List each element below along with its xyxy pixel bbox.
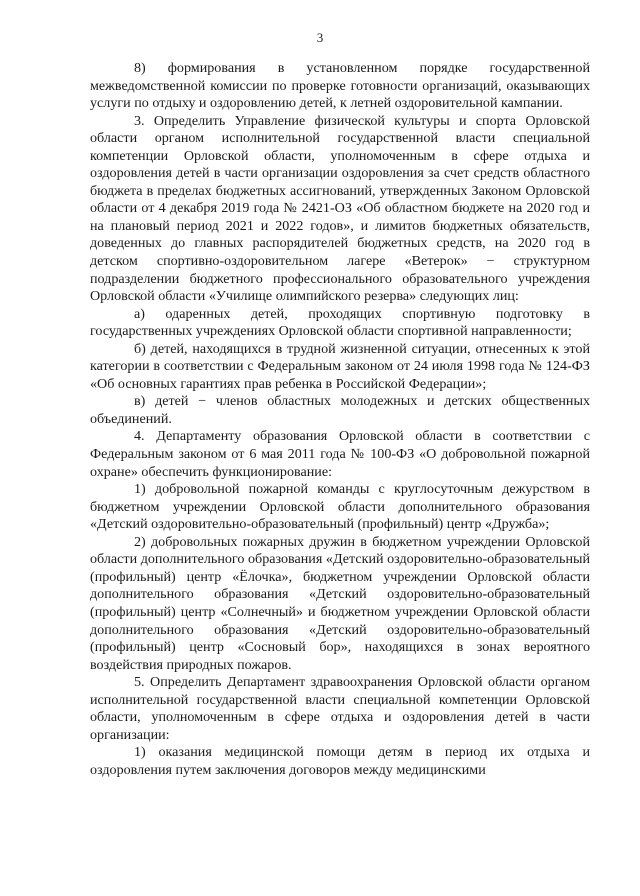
- paragraph-section-3-sports-department: 3. Определить Управление физической культуры и спорта Орловской области органом исполнительной государственной власти специальной компетенции Орловской области, уполномоченным в сфере отдыха и оздоровления детей в части организации оздоровления за счет средств областного бюджета в пределах бюджетных ассигнований, утвержденных Законом Орловской области от 4 декабря 2019 года № 2421-ОЗ «Об областном бюджете на 2020 год и на плановый период 2021 и 2022 годов», и лимитов бюджетных обязательств, доведенных до главных распорядителей бюджетных средств, на 2020 год в детском спортивно-оздоровительном лагере «Ветерок» − структурном подразделении бюджетного профессионального образовательного учреждения Орловской области «Училище олимпийского резерва» следующих лиц:: [90, 112, 590, 305]
- paragraph-section-5-health-department: 5. Определить Департамент здравоохранения Орловской области органом исполнительной государственной власти специальной компетенции Орловской области, уполномоченным в сфере отдыха и оздоровления детей в части организации:: [90, 674, 590, 743]
- paragraph-item-v-association-members: в) детей − членов областных молодежных и детских общественных объединений.: [90, 393, 590, 427]
- paragraph-item-1-fire-team: 1) добровольной пожарной команды с круглосуточным дежурством в бюджетном учреждении Орловской области дополнительного образования «Детский оздоровительно-образовательный (профильный) центр «Дружба»;: [90, 481, 590, 533]
- document-body: [90, 60, 590, 779]
- paragraph-item-a-gifted-children: а) одаренных детей, проходящих спортивную подготовку в государственных учреждениях Орловской области спортивной направленности;: [90, 305, 590, 340]
- paragraph-item-2-fire-brigades: 2) добровольных пожарных дружин в бюджетном учреждении Орловской области дополнительного образования «Детский оздоровительно-образовательный (профильный) центр «Ёлочка», бюджетном учреждении Орловской области дополнительного образования «Детский оздоровительно-образовательный (профильный) центр «Солнечный» и бюджетном учреждении Орловской области дополнительного образования «Детский оздоровительно-образовательный (профильный) центр «Сосновый бор», находящихся в зонах вероятного воздействия природных пожаров.: [90, 533, 590, 673]
- paragraph-item-1-medical-care: 1) оказания медицинской помощи детям в период их отдыха и оздоровления путем заключения договоров между медицинскими: [90, 744, 590, 778]
- paragraph-item-8-commission: 8) формирования в установленном порядке государственной межведомственной комиссии по проверке готовности организаций, оказывающих услуги по отдыху и оздоровлению детей, к летней оздоровительной кампании.: [90, 60, 590, 112]
- page-number: 3: [316, 30, 324, 45]
- paragraph-item-b-difficult-situation: б) детей, находящихся в трудной жизненной ситуации, отнесенных к этой категории в соответствии с Федеральным законом от 24 июля 1998 года № 124-ФЗ «Об основных гарантиях прав ребенка в Российской Федерации»;: [90, 340, 590, 392]
- paragraph-section-4-education-department: 4. Департаменту образования Орловской области в соответствии с Федеральным законом от 6 мая 2011 года № 100-ФЗ «О добровольной пожарной охране» обеспечить функционирование:: [90, 428, 590, 480]
